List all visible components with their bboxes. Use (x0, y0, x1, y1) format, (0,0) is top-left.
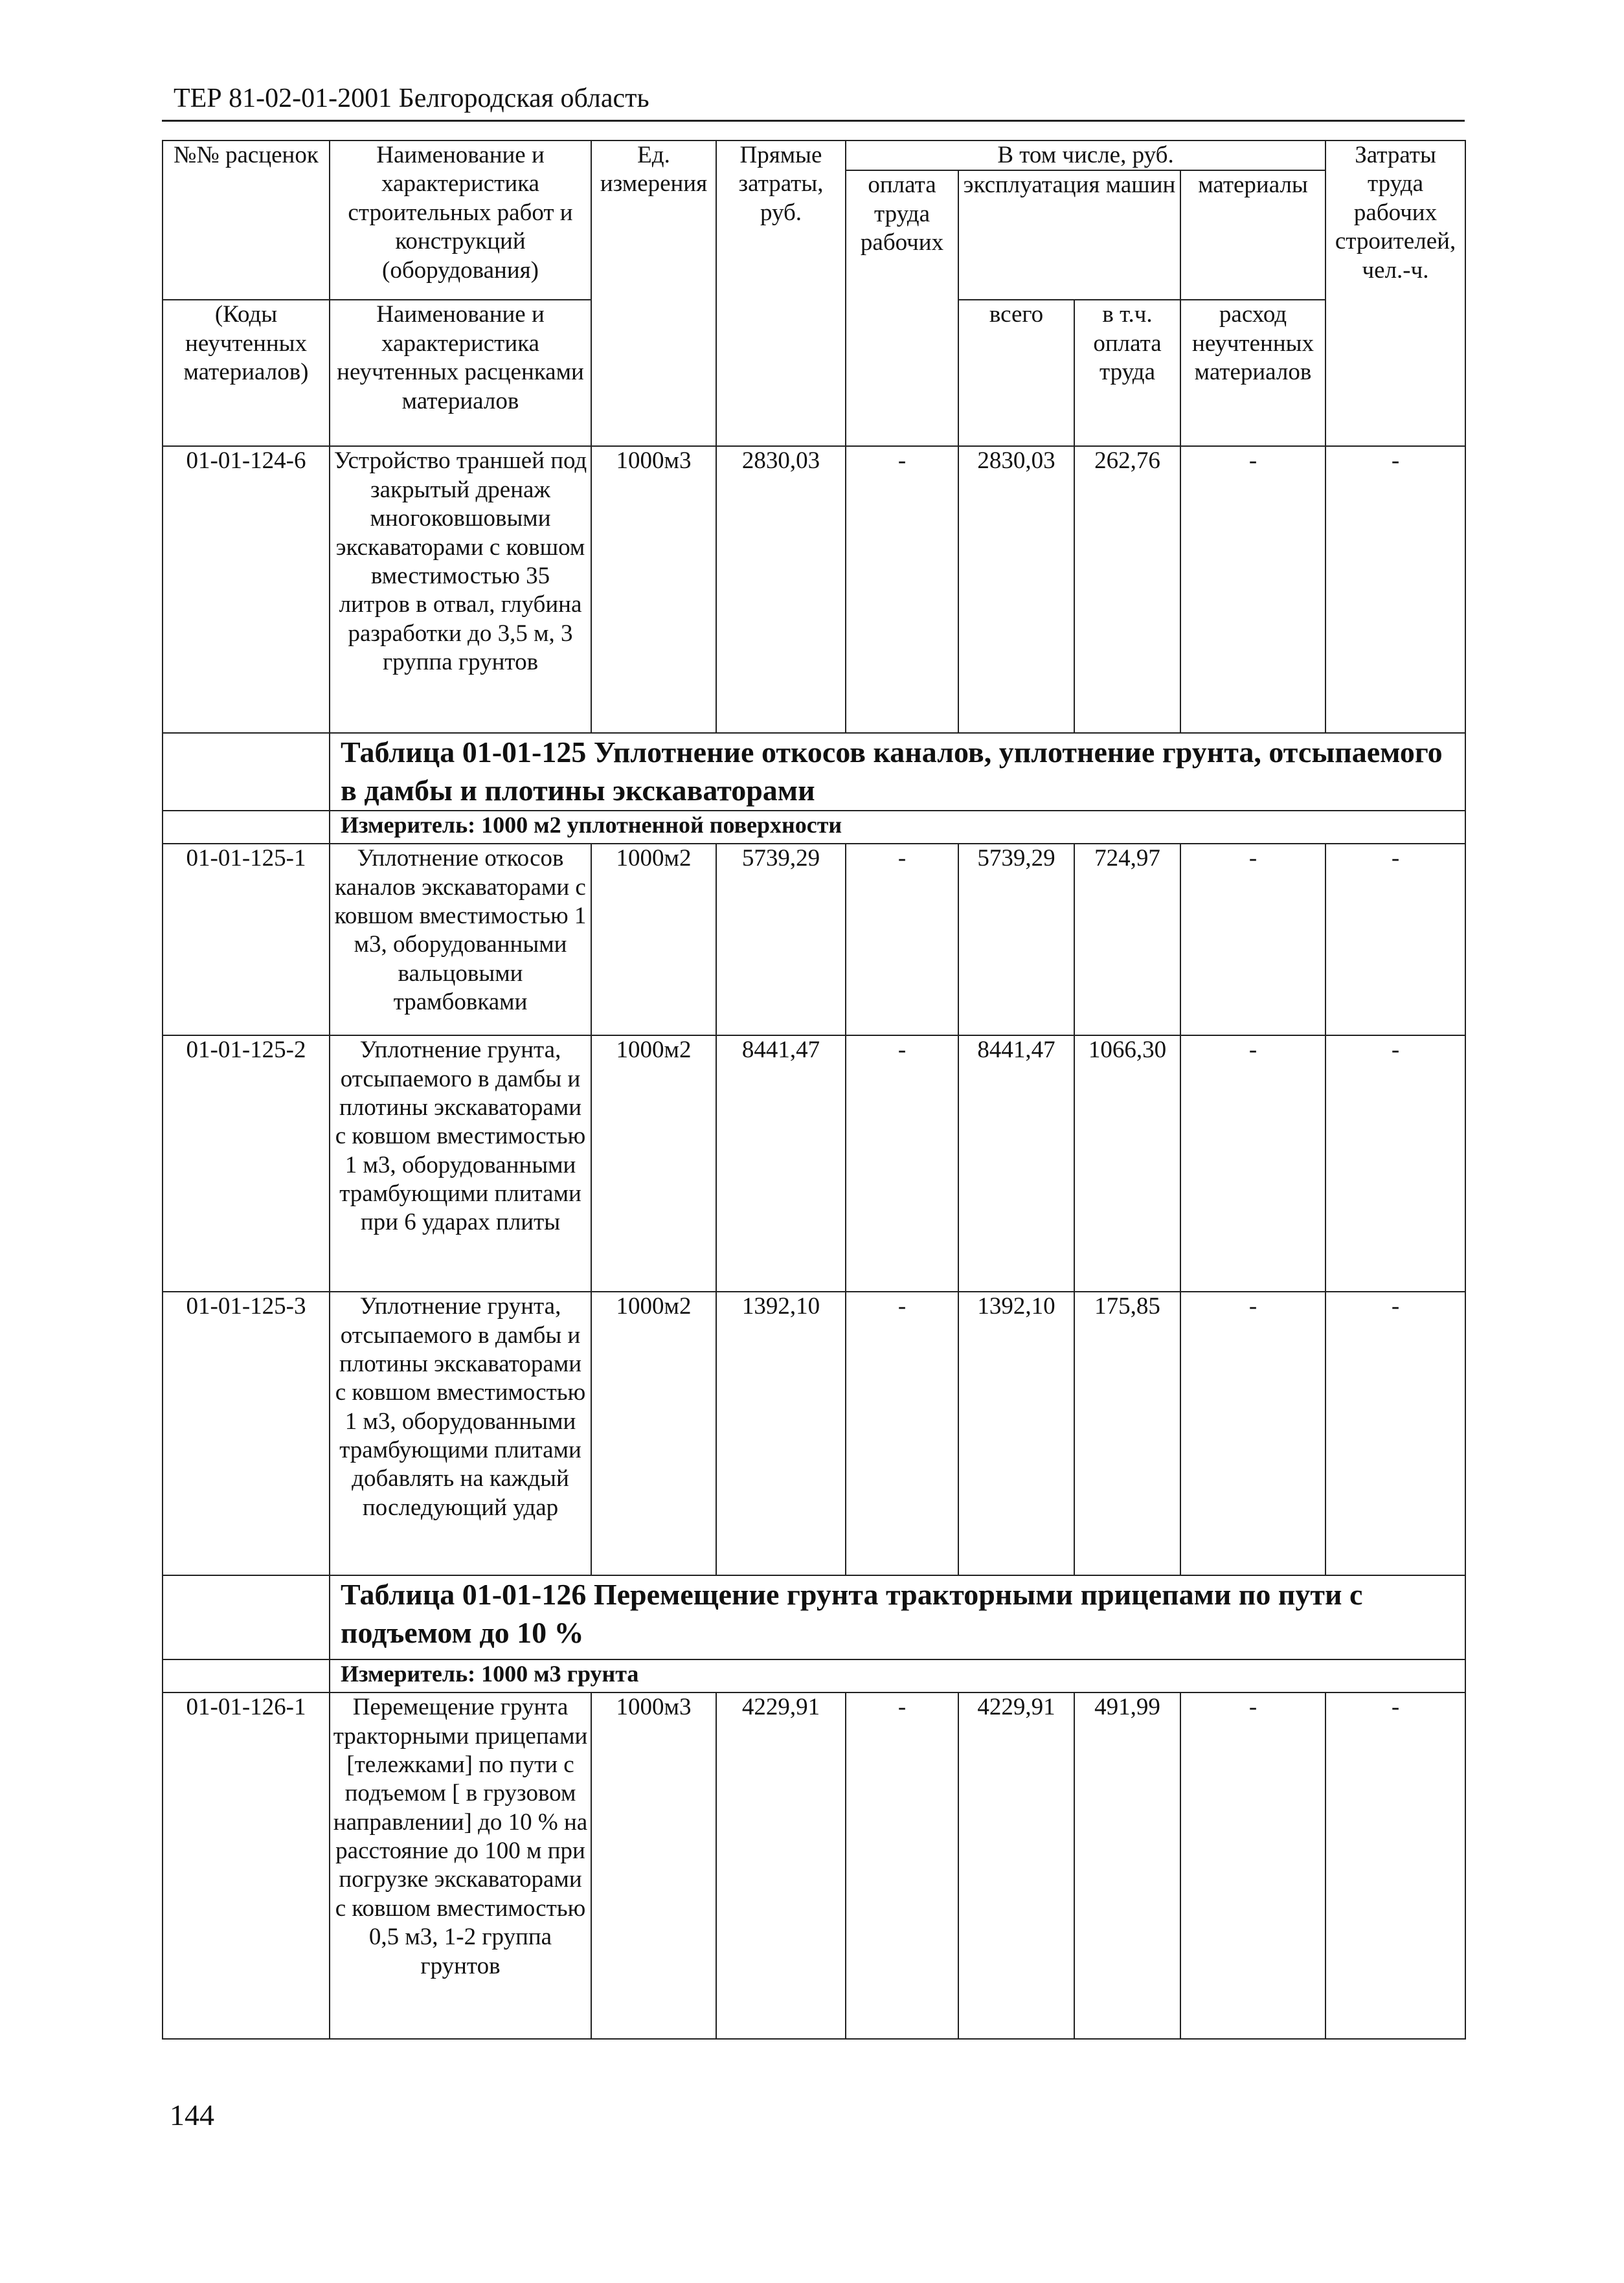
header-row-1 (163, 141, 1465, 170)
col-name-bottom: Наименование и характеристика неучтенных расценками материалов (330, 300, 591, 446)
row-machines-total: 5739,29 (958, 844, 1074, 1035)
row-name: Уплотнение грунта, отсыпаемого в дамбы и плотины экскаваторами с ковшом вместимостью 1 м3, оборудованными трамбующими плитами при 6 ударах плиты (330, 1035, 591, 1292)
row-wages: - (846, 446, 958, 733)
table-row (163, 446, 1465, 733)
col-wages: оплата труда рабочих (846, 170, 958, 446)
row-unit: 1000м3 (591, 446, 716, 733)
row-name: Уплотнение откосов каналов экскаваторами с ковшом вместимостью 1 м3, оборудованными вальцовыми трамбовками (330, 844, 591, 1035)
row-direct: 2830,03 (716, 446, 846, 733)
col-machines-wages: в т.ч. оплата труда (1074, 300, 1180, 446)
col-machines-total: всего (958, 300, 1074, 446)
row-machines-total: 1392,10 (958, 1292, 1074, 1575)
row-machines-wages: 175,85 (1074, 1292, 1180, 1575)
row-wages: - (846, 844, 958, 1035)
table-meter: Измеритель: 1000 м3 грунта (330, 1659, 1465, 1693)
row-materials: - (1180, 446, 1325, 733)
row-name: Уплотнение грунта, отсыпаемого в дамбы и плотины экскаваторами с ковшом вместимостью 1 м3, оборудованными трамбующими плитами добавлять на каждый последующий удар (330, 1292, 591, 1575)
row-unit: 1000м2 (591, 844, 716, 1035)
row-name: Устройство траншей под закрытый дренаж многоковшовыми экскаваторами с ковшом вместимостью 35 литров в отвал, глубина разработки до 3,5 м, 3 группа грунтов (330, 446, 591, 733)
row-machines-wages: 491,99 (1074, 1693, 1180, 2039)
row-machines-total: 8441,47 (958, 1035, 1074, 1292)
table-title: Таблица 01-01-125 Уплотнение откосов каналов, уплотнение грунта, отсыпаемого в дамбы и плотины экскаваторами (330, 733, 1465, 811)
row-materials: - (1180, 1292, 1325, 1575)
row-direct: 4229,91 (716, 1693, 846, 2039)
row-materials: - (1180, 844, 1325, 1035)
table-row (163, 844, 1465, 1035)
row-labor: - (1325, 1035, 1465, 1292)
row-machines-total: 4229,91 (958, 1693, 1074, 2039)
col-direct: Прямые затраты, руб. (716, 141, 846, 446)
table-row (163, 1292, 1465, 1575)
col-materials: материалы (1180, 170, 1325, 300)
row-machines-total: 2830,03 (958, 446, 1074, 733)
row-code: 01-01-125-3 (163, 1292, 330, 1575)
row-wages: - (846, 1693, 958, 2039)
row-materials: - (1180, 1035, 1325, 1292)
rates-table (162, 140, 1466, 2040)
table-meter: Измеритель: 1000 м2 уплотненной поверхности (330, 811, 1465, 844)
meter-row (163, 1659, 1465, 1693)
row-code: 01-01-124-6 (163, 446, 330, 733)
col-including: В том числе, руб. (846, 141, 1325, 170)
col-code-bottom: (Коды неучтенных материалов) (163, 300, 330, 446)
col-materials-unaccounted: расход неучтенных материалов (1180, 300, 1325, 446)
col-machines: эксплуатация машин (958, 170, 1180, 300)
row-direct: 8441,47 (716, 1035, 846, 1292)
row-code: 01-01-126-1 (163, 1693, 330, 2039)
table-title: Таблица 01-01-126 Перемещение грунта тракторными прицепами по пути с подъемом до 10 % (330, 1575, 1465, 1659)
row-unit: 1000м2 (591, 1035, 716, 1292)
header-rule (162, 120, 1465, 122)
row-machines-wages: 262,76 (1074, 446, 1180, 733)
table-row (163, 1693, 1465, 2039)
page-number: 144 (170, 2098, 214, 2131)
col-code-top: №№ расценок (163, 141, 330, 300)
section-title-row (163, 1575, 1465, 1659)
row-wages: - (846, 1035, 958, 1292)
row-direct: 5739,29 (716, 844, 846, 1035)
row-labor: - (1325, 446, 1465, 733)
table-row (163, 1035, 1465, 1292)
section-title-row (163, 733, 1465, 811)
col-labor: Затраты труда рабочих строителей, чел.-ч. (1325, 141, 1465, 446)
row-labor: - (1325, 1693, 1465, 2039)
row-code: 01-01-125-2 (163, 1035, 330, 1292)
row-direct: 1392,10 (716, 1292, 846, 1575)
row-name: Перемещение грунта тракторными прицепами [тележками] по пути с подъемом [ в грузовом направлении] до 10 % на расстояние до 100 м при погрузке экскаваторами с ковшом вместимостью 0,5 м3, 1-2 группа грунтов (330, 1693, 591, 2039)
row-labor: - (1325, 844, 1465, 1035)
row-materials: - (1180, 1693, 1325, 2039)
page-header: ТЕР 81-02-01-2001 Белгородская область (174, 84, 649, 113)
row-machines-wages: 1066,30 (1074, 1035, 1180, 1292)
row-unit: 1000м2 (591, 1292, 716, 1575)
row-labor: - (1325, 1292, 1465, 1575)
row-wages: - (846, 1292, 958, 1575)
row-machines-wages: 724,97 (1074, 844, 1180, 1035)
col-unit: Ед. измерения (591, 141, 716, 446)
row-unit: 1000м3 (591, 1693, 716, 2039)
row-code: 01-01-125-1 (163, 844, 330, 1035)
col-name-top: Наименование и характеристика строительных работ и конструкций (оборудования) (330, 141, 591, 300)
meter-row (163, 811, 1465, 844)
